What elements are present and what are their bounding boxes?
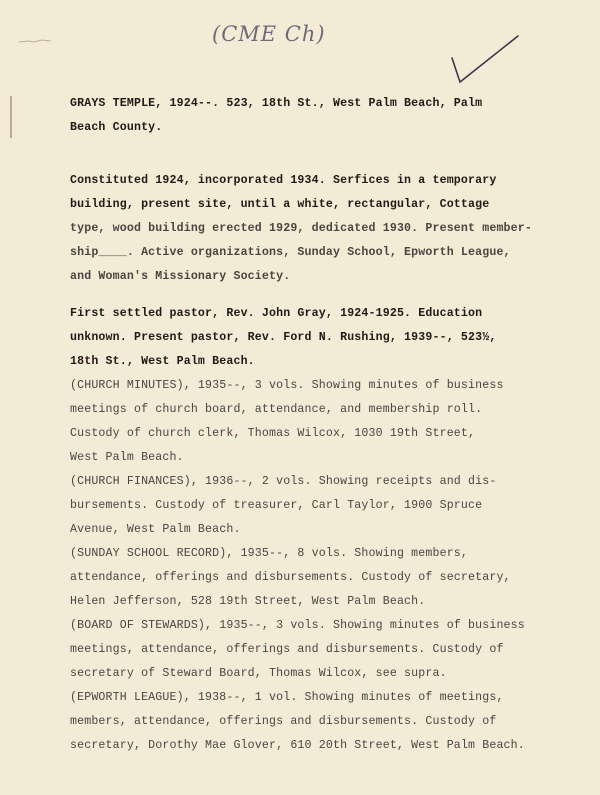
record-line: (SUNDAY SCHOOL RECORD), 1935--, 8 vols. Showing members,	[70, 547, 469, 560]
record-line: members, attendance, offerings and disbursements. Custody of	[70, 715, 497, 728]
record-line: meetings, attendance, offerings and disbursements. Custody of	[70, 643, 504, 656]
text-line: First settled pastor, Rev. John Gray, 1924-1925. Education	[70, 307, 483, 320]
text-line: building, present site, until a white, rectangular, Cottage	[70, 198, 490, 211]
text-line: unknown. Present pastor, Rev. Ford N. Rushing, 1939--, 523½,	[70, 331, 497, 344]
record-line: (BOARD OF STEWARDS), 1935--, 3 vols. Showing minutes of business	[70, 619, 525, 632]
text-line: and Woman's Missionary Society.	[70, 270, 291, 283]
record-line: bursements. Custody of treasurer, Carl Taylor, 1900 Spruce	[70, 499, 483, 512]
record-line: (EPWORTH LEAGUE), 1938--, 1 vol. Showing minutes of meetings,	[70, 691, 504, 704]
record-line: Custody of church clerk, Thomas Wilcox, 1030 19th Street,	[70, 427, 476, 440]
record-line: Avenue, West Palm Beach.	[70, 523, 241, 536]
pastors-paragraph	[70, 302, 540, 374]
record-line: West Palm Beach.	[70, 451, 184, 464]
text-line: ship____. Active organizations, Sunday School, Epworth League,	[70, 246, 511, 259]
record-line: secretary, Dorothy Mae Glover, 610 20th Street, West Palm Beach.	[70, 739, 525, 752]
text-line: type, wood building erected 1929, dedicated 1930. Present member-	[70, 222, 532, 235]
record-line: (CHURCH FINANCES), 1936--, 2 vols. Showing receipts and dis-	[70, 475, 497, 488]
handwritten-note: (CME Ch)	[212, 22, 326, 46]
text-line: GRAYS TEMPLE, 1924--. 523, 18th St., West Palm Beach, Palm	[70, 97, 483, 110]
entry-heading	[70, 92, 540, 140]
text-line: Constituted 1924, incorporated 1934. Serfices in a temporary	[70, 174, 497, 187]
margin-mark	[10, 96, 12, 138]
pencil-mark	[18, 38, 52, 44]
text-line: Beach County.	[70, 121, 163, 134]
record-line: secretary of Steward Board, Thomas Wilcox, see supra.	[70, 667, 447, 680]
record-line: (CHURCH MINUTES), 1935--, 3 vols. Showing minutes of business	[70, 379, 504, 392]
history-paragraph	[70, 169, 540, 289]
check-mark-icon	[446, 30, 526, 90]
record-line: meetings of church board, attendance, and membership roll.	[70, 403, 483, 416]
records-list	[70, 374, 540, 758]
text-line: 18th St., West Palm Beach.	[70, 355, 255, 368]
record-line: attendance, offerings and disbursements. Custody of secretary,	[70, 571, 511, 584]
record-line: Helen Jefferson, 528 19th Street, West Palm Beach.	[70, 595, 426, 608]
